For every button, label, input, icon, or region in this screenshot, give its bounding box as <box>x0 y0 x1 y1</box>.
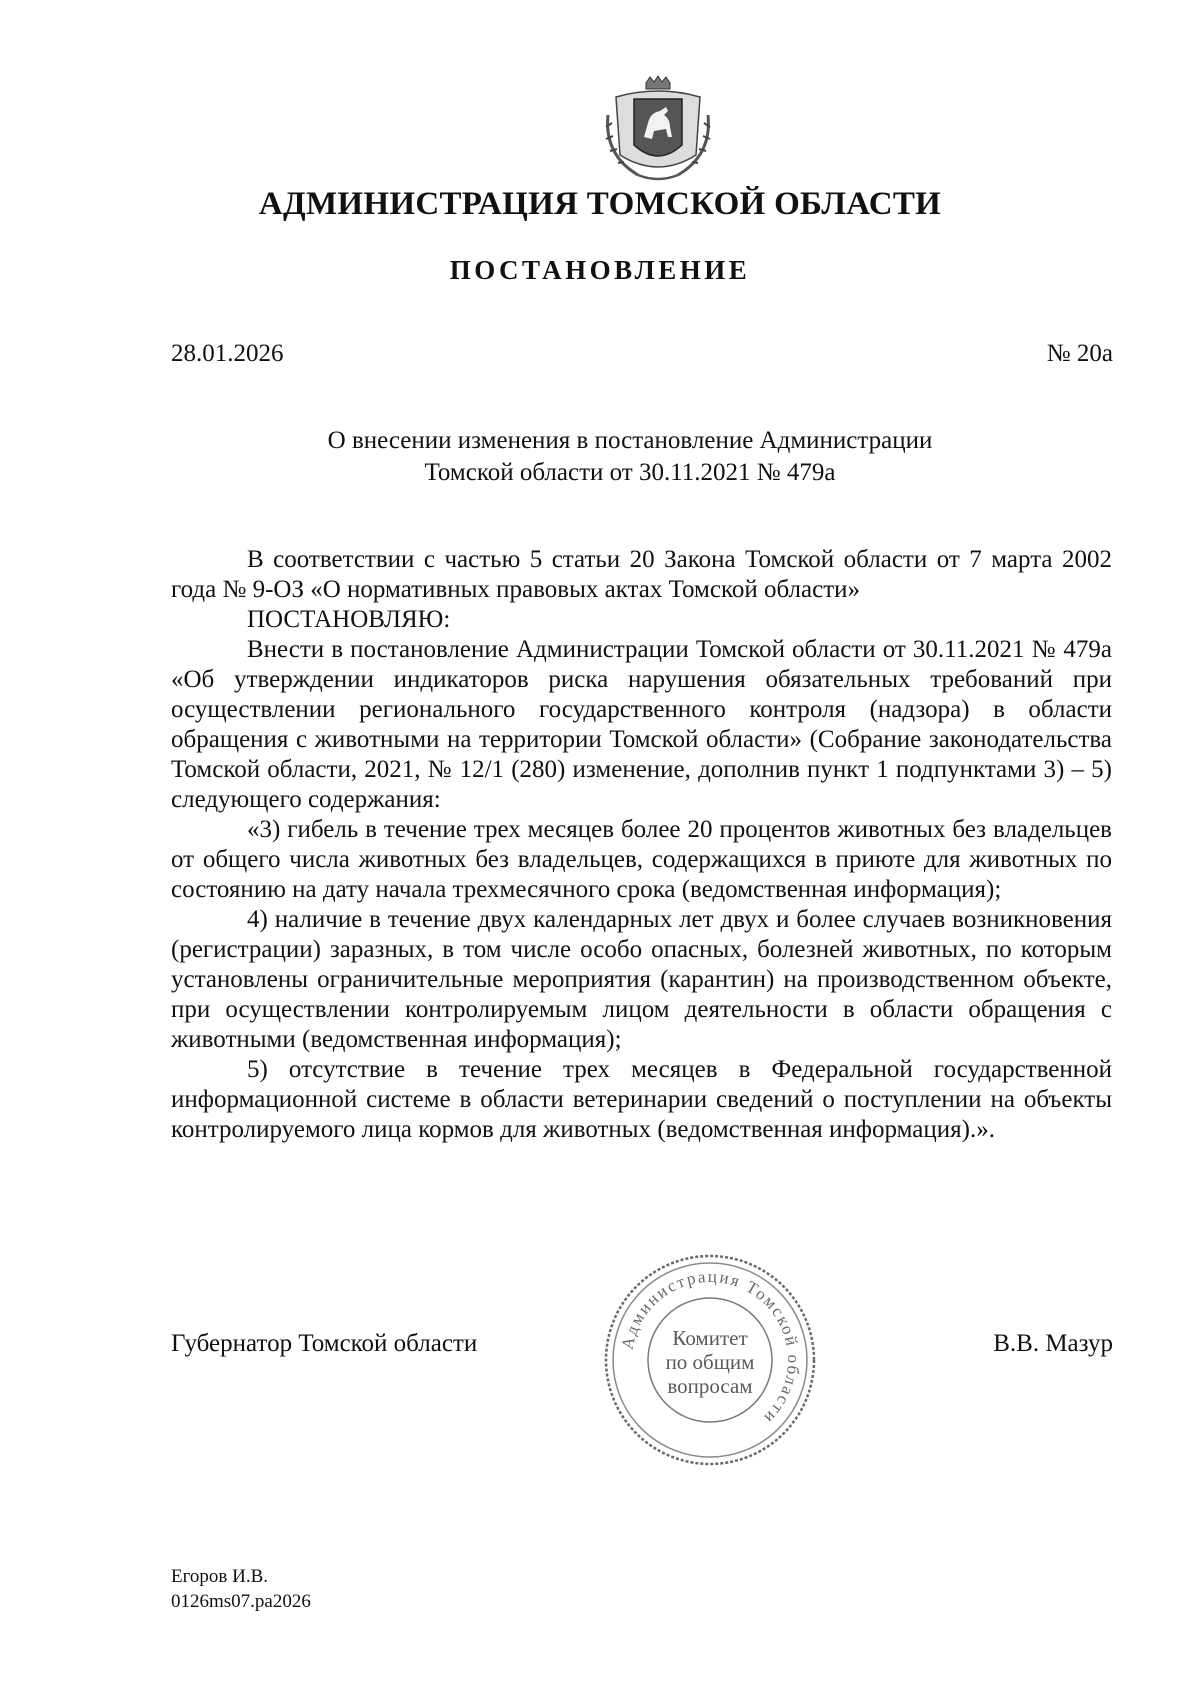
document-code: 0126ms07.pa2026 <box>171 1591 311 1612</box>
executor-name: Егоров И.В. <box>171 1566 269 1587</box>
stamp-center-line: по общим <box>665 1350 755 1374</box>
stamp-center-line: Комитет <box>672 1326 748 1350</box>
stamp-ring-text: Администрация Томской области <box>617 1266 804 1429</box>
coat-of-arms-icon <box>588 75 728 187</box>
body-paragraph: В соответствии с частью 5 статьи 20 Закона Томской области от 7 марта 2002 года № 9-ОЗ «О нормативных правовых актах Томской области» <box>171 546 1112 603</box>
document-subject <box>240 425 1020 489</box>
subject-line: О внесении изменения в постановление Администрации <box>327 427 933 454</box>
document-number: № 20а <box>1046 340 1113 367</box>
executor-footer <box>171 1564 311 1614</box>
body-paragraph: 4) наличие в течение двух календарных лет двух и более случаев возникновения (регистрации) заразных, в том числе особо опасных, болезней животных, по которым установлены ограничительные мероприятия (карантин) на производственном объекте, при осуществлении контролируемым лицом деятельности в области обращения с животными (ведомственная информация); <box>171 906 1112 1053</box>
body-paragraph: «3) гибель в течение трех месяцев более 20 процентов животных без владельцев от общего числа животных без владельцев, содержащихся в приюте для животных по состоянию на дату начала трехмесячного срока (ведомственная информация); <box>171 816 1112 903</box>
signatory-role: Губернатор Томской области <box>171 1330 478 1357</box>
stamp-center-line: вопросам <box>667 1374 753 1398</box>
body-paragraph: Внести в постановление Администрации Томской области от 30.11.2021 № 479а «Об утверждении индикаторов риска нарушения обязательных требований при осуществлении регионального государственного контроля (надзора) в области обращения с животными на территории Томской области» (Собрание законодательства Томской области, 2021, № 12/1 (280) изменение, дополнив пункт 1 подпунктами 3) – 5) следующего содержания: <box>171 636 1112 813</box>
body-paragraph: 5) отсутствие в течение трех месяцев в Федеральной государственной информационной системе в области ветеринарии сведений о поступлении на объекты контролируемого лица кормов для животных (ведомственная информация).». <box>171 1056 1112 1143</box>
document-date: 28.01.2026 <box>171 340 284 367</box>
organization-title: АДМИНИСТРАЦИЯ ТОМСКОЙ ОБЛАСТИ <box>258 186 942 222</box>
body-paragraph: ПОСТАНОВЛЯЮ: <box>247 606 451 633</box>
official-stamp <box>600 1250 820 1470</box>
signatory-name: В.В. Мазур <box>993 1330 1113 1357</box>
document-body <box>171 545 1112 1145</box>
subject-line: Томской области от 30.11.2021 № 479а <box>424 459 836 486</box>
document-type: ПОСТАНОВЛЕНИЕ <box>449 255 751 285</box>
